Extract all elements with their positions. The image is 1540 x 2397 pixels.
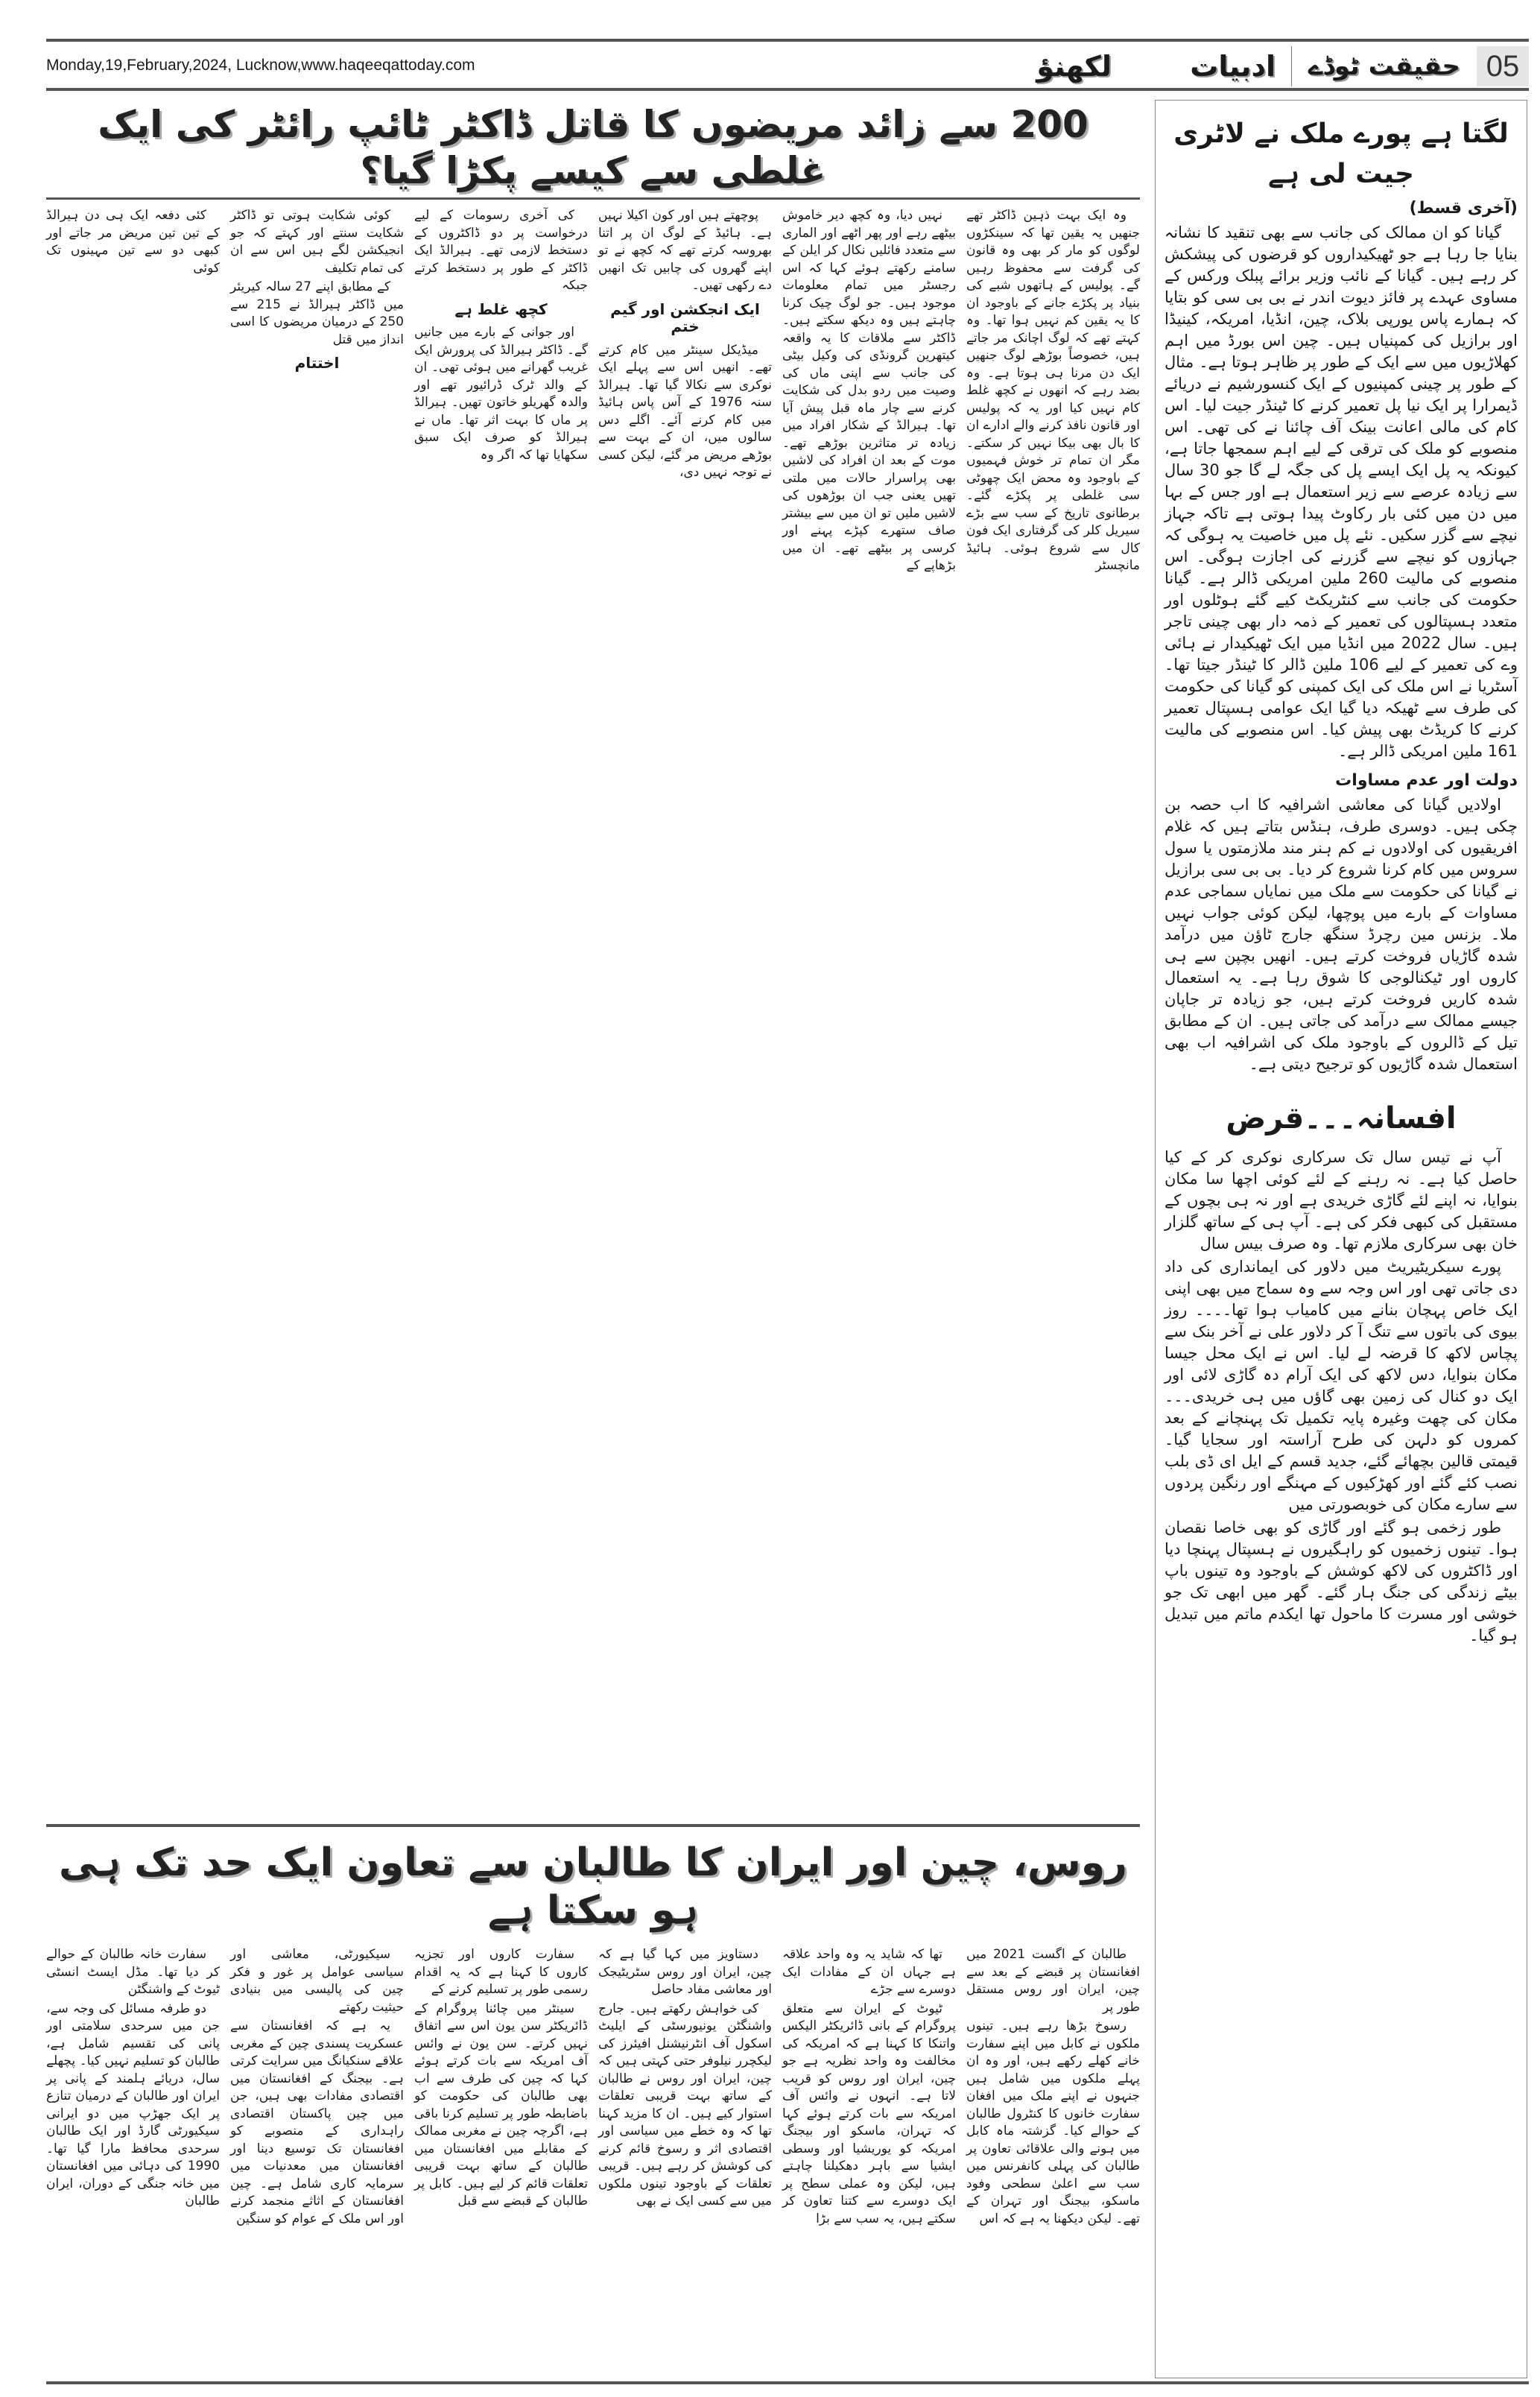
article-column: [598, 1946, 772, 2229]
installment-label: (آخری قسط): [1409, 199, 1518, 218]
paragraph: دو طرفہ مسائل کی وجہ سے، جن میں سرحدی سلامتی اور پانی کی تقسیم شامل ہے، طالبان کو تسلیم نہیں کیا۔ پچھلے سال، دریائے ہلمند کے پانی پر ایران اور طالبان کے درمیان تنازع پر ایک جھڑپ میں دو ایرانی سیکیورٹی گارڈ اور ایک طالبان سرحدی محافظ مارا گیا تھا۔ 1990 کی دہائی میں افغانستان میں خانہ جنگی کے دوران، ایران طالبان: [46, 2001, 220, 2208]
paragraph: کے مطابق اپنے 27 سالہ کیریئر میں ڈاکٹر ہیرالڈ نے 215 سے 250 کے درمیان مریضوں کا اسی انداز میں قتل: [230, 279, 404, 347]
subheading-ending: اختتام: [294, 354, 340, 372]
paragraph: سفارت کاروں اور تجزیہ کاروں کا کہنا ہے کہ یہ اقدام رسمی طور پر تسلیم کرنے کے: [414, 1947, 588, 1997]
bottom-rule: [46, 2381, 1529, 2384]
paragraph: ٹیوٹ کے ایران سے متعلق پروگرام کے بانی ڈائریکٹر الیکس واتنکا کا کہنا ہے کہ امریکہ کی مخالفت وہ واحد نظریہ ہے جو چین، ایران اور روس کو قریب لاتا ہے۔ انہوں نے وائس آف امریکہ سے بات کرتے ہوئے کہا کہ تہران، ماسکو اور بیجنگ امریکہ کو یوریشیا اور وسطی ایشیا سے باہر دھکیلنا چاہتے ہیں، لیکن وہ عملی سطح پر ایک دوسرے سے کتنا تعاون کر سکتے ہیں، یہ سب سے بڑا: [782, 2001, 956, 2226]
paragraph: کی آخری رسومات کے لیے درخواست پر دو ڈاکٹروں کے دستخط لازمی تھے۔ ہیرالڈ ایک ڈاکٹر کے طور پر دستخط کرتے جبکہ: [414, 208, 588, 293]
afsana-headline: افسانہ۔۔۔قرض: [1226, 1101, 1457, 1136]
section-rule: [46, 1824, 1140, 1827]
right-column-box: [1155, 100, 1527, 2378]
article-column: [782, 1946, 956, 2229]
paragraph: گیانا کو ان ممالک کی جانب سے بھی تنقید کا نشانہ بنایا جا رہا ہے جو ٹھیکیداروں کو قرضوں کی پیشکش کر رہے ہیں۔ گیانا کے نائب وزیر برائے پبلک ورکس کے مساوی عہدے پر فائز دیوت اندر نے بی بی سی کو بتایا کہ ہمارے پاس یورپی بلاک، چین، انڈیا، امریکہ، کینیڈا اور برازیل کی کمپنیاں ہیں۔ چین اس بورڈ میں اہم کھلاڑیوں میں سے ایک کے طور پر ظاہر ہوتا ہے۔ مثال کے طور پر چینی کمپنیوں کے ایک کنسورشیم نے دریائے ڈیمرارا پر ایک نیا پل تعمیر کرنے کا ٹینڈر جیت لیا۔ اس کام کی مالی اعانت بینک آف چائنا نے کی تھی۔ اس منصوبے کو ملک کی ترقی کے لیے اہم سمجھا جاتا ہے، کیونکہ یہ پل ایک ایسے پل کی جگہ لے گا جو 30 سال سے زیادہ عرصے سے زیر استعمال ہے اور جس کے بہا میں دن میں کئی بار رکاوٹ پیدا ہوتی ہے تاکہ جہاز نیچے سے گزر سکیں۔ نئے پل میں خاصیت یہ ہوگی کہ جہازوں کو نیچے سے گزرنے کی اجازت ہوگی۔ اس منصوبے کی مالیت 260 ملین امریکی ڈالر ہے۔ گیانا حکومت کی جانب سے کنٹریکٹ کیے گئے ہوٹلوں اور متعدد ہسپتالوں کی تعمیر کے ذمہ دار بھی چینی تاجر ہیں۔ سال 2022 میں انڈیا میں ایک ٹھیکیدار نے ہائی وے کی تعمیر کے لیے 106 ملین ڈالر کا ٹینڈر جیتا تھا۔ آسٹریا نے اس ملک کی ایک کمپنی کو گیانا کی حکومت کی طرف سے ٹھیکہ دیا گیا ایک عوامی ہسپتال تعمیر کرنے کا کریڈٹ بھی پیش کیا۔ اس منصوبے کی مالیت 161 ملین امریکی ڈالر ہے۔: [1164, 224, 1518, 760]
subheading-injection: ایک انجکشن اور گیم ختم: [610, 300, 760, 335]
masthead-logo: حقیقت ٹوڈے: [1308, 51, 1460, 81]
header-rule: [46, 88, 1529, 91]
article-column: [414, 207, 588, 577]
article-column: [230, 207, 404, 577]
paragraph: میڈیکل سینٹر میں کام کرتے تھے۔ انھیں اس سے پہلے ایک نوکری سے نکالا گیا تھا۔ ہیرالڈ سنہ 1976 کے آس پاس ہائیڈ میں کام کرنے آئے۔ اگلے دس سالوں میں، ان کے بہت سے بوڑھے مریض مر گئے، لیکن کسی نے توجہ نہیں دی،: [598, 342, 772, 480]
bottom-story-body: [46, 1946, 1140, 2229]
page-header: [46, 46, 1529, 86]
paragraph: اولادیں گیانا کی معاشی اشرافیہ کا اب حصہ بن چکی ہیں۔ دوسری طرف، ہنڈس بتاتے ہیں کہ غلام افریقیوں کی اولادوں نے کم ہنر مند ملازمتوں یا سول سروس میں کام کرنا شروع کر دیا۔ بی بی سی برازیل نے گیانا کی حکومت سے ملک میں نمایاں سماجی عدم مساوات کے بارے میں پوچھا، لیکن کوئی جواب نہیں ملا۔ بزنس مین رچرڈ سنگھ جارج ٹاؤن میں درآمد شدہ گاڑیاں فروخت کرتے ہیں۔ انھیں بچپن سے ہی کاروں اور ٹیکنالوجی کا شوق رہا ہے۔ یہ استعمال شدہ کاریں فروخت کرتے ہیں، جو زیادہ تر جاپان جیسے ممالک سے درآمد کی جاتی ہیں۔ ان کے مطابق تیل کے ڈالروں کے باوجود ملک کی اشرافیہ اب بھی استعمال شدہ گاڑیوں کو ترجیح دیتی ہے۔: [1164, 796, 1518, 1073]
article-column: [782, 207, 956, 577]
lottery-headline: لگتا ہے پورے ملک نے لاٹری جیت لی ہے: [1173, 118, 1509, 189]
paragraph: اور جوانی کے بارے میں جانیں گے۔ ڈاکٹر ہیرالڈ کی پرورش ایک غریب گھرانے میں ہوئی تھی۔ ان کے والد ٹرک ڈرائیور تھے اور والدہ گھریلو خاتون تھیں۔ ہیرالڈ پر ماں کا بہت اثر تھا۔ ماں نے ہیرالڈ کو صرف ایک سبق سکھایا تھا کہ اگر وہ: [414, 325, 588, 463]
paragraph: دستاویز میں کہا گیا ہے کہ چین، ایران اور روس سٹریٹیجک اور معاشی مفاد حاصل: [598, 1947, 772, 1997]
paragraph: سفارت خانہ طالبان کے حوالے کر دیا تھا۔ مڈل ایسٹ انسٹی ٹیوٹ کے واشنگٹن: [46, 1947, 220, 1997]
paragraph: پورے سیکریٹیریٹ میں دلاور کی ایمانداری کی داد دی جاتی تھی اور اس وجہ سے وہ سماج میں بھی اپنی ایک خاص پہچان بنانے میں کامیاب ہوا تھا۔۔۔۔ روز بیوی کی باتوں سے تنگ آ کر دلاور علی نے آخر بنک سے پچاس لاکھ کا قرضہ لے لیا۔ اس نے ایک محل جیسا مکان بنوایا، دس لاکھ کی ایک آرام دہ گاڑی لائی اور ایک دو کنال کی زمین بھی گاؤں میں ہی خریدی۔۔۔ مکان کی چھت وغیرہ پایہ تکمیل تک پہنچانے کے بعد کمروں کو دلہن کی طرح آراستہ اور سجایا گیا۔ قیمتی قالین بچھائے گئے، جدید قسم کے ایل ای ڈی بلب نصب کئے گئے اور کھڑکیوں کے مہنگے اور رنگین پردوں سے سارے مکان کی خوبصورتی میں: [1164, 1258, 1518, 1513]
headline-rule: [46, 197, 1140, 200]
top-rule: [46, 39, 1529, 42]
article-column: [966, 207, 1140, 577]
paragraph: کی خواہش رکھتے ہیں۔ جارج واشنگٹن یونیورسٹی کے ایلیٹ اسکول آف انٹرنیشنل افیئرز کی لیکچرر نیلوفر حتی کہتی ہیں کہ چین، ایران اور روس نے طالبان کے ساتھ بہت قریبی تعلقات استوار کیے ہیں۔ ان کا مزید کہنا تھا کہ وہ خطے میں سیاسی اور اقتصادی اثر و رسوخ قائم کرنے کی کوشش کر رہے ہیں۔ قریبی تعلقات کے باوجود تینوں ملکوں میں سے کسی ایک نے بھی: [598, 2001, 772, 2208]
paragraph: وہ ایک بہت ذہین ڈاکٹر تھے جنھیں یہ یقین تھا کہ سینکڑوں لوگوں کو مار کر بھی وہ قانون کی گرفت سے محفوظ رہیں گے۔ پولیس کے ہاتھوں شبے کی بنیاد پر پکڑے جانے کے باوجود ان کا یہ یقین کم نہیں ہوا تھا۔ وہ کہتے تھے کہ لوگ اچانک مر جاتے ہیں، خصوصاً بوڑھے لوگ جنھیں ایک دن مرنا ہی ہوتا ہے۔ وہ بضد رہے کہ انھوں نے کچھ غلط کام نہیں کیا اور یہ کہ پولیس اور قانون نافذ کرنے والے ادارے ان کا بال بھی بیکا نہیں کر سکتے۔ مگر ان تمام تر خوش فہمیوں کے باوجود وہ محض ایک چھوٹی سی غلطی پر پکڑے گئے۔ برطانوی تاریخ کے سب سے بڑے سیریل کلر کی گرفتاری ایک فون کال سے شروع ہوئی۔ ہائیڈ مانچسٹر: [966, 208, 1140, 573]
page-number: 05: [1477, 46, 1529, 86]
paragraph: پوچھتے ہیں اور کون اکیلا نہیں ہے۔ ہائیڈ کے لوگ ان پر اتنا بھروسہ کرتے تھے کہ کچھ نے تو اپنے گھروں کی چابیں تک انھیں دے رکھی تھیں۔: [598, 208, 772, 293]
article-column: [598, 207, 772, 577]
article-column: [966, 1946, 1140, 2229]
header-divider: [1291, 46, 1292, 86]
bottom-headline: روس، چین اور ایران کا طالبان سے تعاون ایک حد تک ہی ہو سکتا ہے: [59, 1840, 1127, 1933]
main-headline: 200 سے زائد مریضوں کا قاتل ڈاکٹر ٹائپ رائٹر کی ایک غلطی سے کیسے پکڑا گیا؟: [98, 103, 1089, 192]
paragraph: طالبان کے اگست 2021 میں افغانستان پر قبضے کے بعد سے چین، ایران اور روس مستقل طور پر: [966, 1947, 1140, 2015]
paragraph: تھا کہ شاید یہ وہ واحد علاقہ ہے جہاں ان کے مفادات ایک دوسرے سے جڑے: [782, 1947, 956, 1997]
article-column: [230, 1946, 404, 2229]
paragraph: رسوخ بڑھا رہے ہیں۔ تینوں ملکوں نے کابل میں اپنے سفارت خانے کھلے رکھے ہیں، اور وہ ان پہلے ملکوں میں شامل ہیں جنہوں نے اپنے ملک میں افغان سفارت خانوں کا کنٹرول طالبان کے حوالے کیا۔ گزشتہ ماہ کابل میں ہونے والی علاقائی تعاون پر طالبان کی پہلی کانفرنس میں سب سے اعلیٰ سطحی وفود ماسکو، بیجنگ اور تہران کے تھے۔ لیکن دیکھنا یہ ہے کہ اس: [966, 2018, 1140, 2226]
date-line: Monday,19,February,2024, Lucknow,www.haqeeqattoday.com: [46, 57, 475, 74]
city-label: لکھنؤ: [1036, 50, 1112, 83]
paragraph: آپ نے تیس سال تک سرکاری نوکری کر کے کیا حاصل کیا ہے۔ نہ رہنے کے لئے کوئی اچھا سا مکان بنوایا، نہ اپنے لئے گاڑی خریدی ہے اور نہ ہی بچوں کے مستقبل کی کبھی فکر کی ہے۔ آپ ہی کے ساتھ گلزار خان بھی سرکاری ملازم تھا۔ وہ صرف بیس سال: [1164, 1148, 1518, 1253]
article-column: [46, 207, 220, 577]
paragraph: کوئی شکایت ہوتی تو ڈاکٹر شکایت سنتے اور کہتے کہ جو انجیکشن لگے ہیں اس سے ان کی تمام تکلیف: [230, 208, 404, 276]
paragraph: سیکیورٹی، معاشی اور سیاسی عوامل پر غور و فکر چین کی پالیسی میں بنیادی حیثیت رکھتے: [230, 1947, 404, 2015]
section-title: ادبیات: [1190, 50, 1276, 83]
paragraph: یہ ہے کہ افغانستان سے عسکریت پسندی چین کے مغربی علاقے سنکیانگ میں سرایت کرتی ہے۔ بیجنگ کے افغانستان میں اقتصادی مفادات بھی ہیں، جن میں چین پاکستان اقتصادی راہداری کے منصوبے کو افغانستان تک توسیع دینا اور افغانستان میں معدنیات میں سرمایہ کاری شامل ہے۔ چین افغانستان کے اثاثے منجمد کرنے اور اس ملک کے عوام کو سنگین: [230, 2018, 404, 2226]
subheading-wealth-inequality: دولت اور عدم مساوات: [1335, 771, 1518, 790]
main-story-body: [46, 207, 1140, 577]
paragraph: نہیں دیا، وہ کچھ دیر خاموش بیٹھے رہے اور پھر اٹھے اور الماری سے متعدد فائلیں نکال کر ایلن کے سامنے رکھتے ہوئے کہا کہ اس رجسٹر میں تمام معلومات موجود ہیں۔ جو لوگ چیک کرنا چاہتے ہیں وہ دیکھ سکتے ہیں۔ ڈاکٹر سے ملاقات کا یہ واقعہ کیتھرین گرونڈی کی وکیل بیٹی کی جانب سے اپنی ماں کی وصیت میں ردو بدل کی شکایت کرنے سے چار ماہ قبل پیش آیا تھا۔ ہیرالڈ کے شکار افراد میں زیادہ تر متاثرین بوڑھے تھے۔ موت کے بعد ان افراد کی لاشیں بھی پراسرار حالات میں ملتی تھیں یعنی جب ان بوڑھوں کی لاشیں ملیں تو ان میں سے بیشتر صاف ستھرے کپڑے پہنے اور کرسی پر بیٹھے تھے۔ ان میں بڑھاپے کے: [782, 208, 956, 573]
article-column: [414, 1946, 588, 2229]
paragraph: کئی دفعہ ایک ہی دن ہیرالڈ کے تین تین مریض مر جاتے اور کبھی دو سے تین مہینوں تک کوئی: [46, 208, 220, 276]
article-column: [46, 1946, 220, 2229]
subheading-something-wrong: کچھ غلط ہے: [454, 300, 548, 318]
paragraph: طور زخمی ہو گئے اور گاڑی کو بھی خاصا نقصان ہوا۔ تینوں زخمیوں کو راہگیروں نے ہسپتال پہنچا دیا اور ڈاکٹروں کی لاکھ کوشش کے باوجود وہ تینوں باپ بیٹے زندگی کی جنگ ہار گئے۔ گھر میں ابھی تک جو خوشی اور مسرت کا ماحول تھا ایکدم ماتم میں تبدیل ہو گیا۔: [1164, 1519, 1518, 1644]
paragraph: سینٹر میں چائنا پروگرام کے ڈائریکٹر سن یون اس سے اتفاق نہیں کرتے۔ سن یون نے وائس آف امریکہ سے بات کرتے ہوئے کہا کہ چین کی طرف سے اب بھی طالبان کی حکومت کو باضابطہ طور پر تسلیم کرنا باقی ہے، اگرچہ چین نے مغربی ممالک کے مقابلے میں افغانستان میں طالبان کے ساتھ بہت قریبی تعلقات قائم کر لیے ہیں۔ کابل پر طالبان کے قبضے سے قبل: [414, 2001, 588, 2208]
